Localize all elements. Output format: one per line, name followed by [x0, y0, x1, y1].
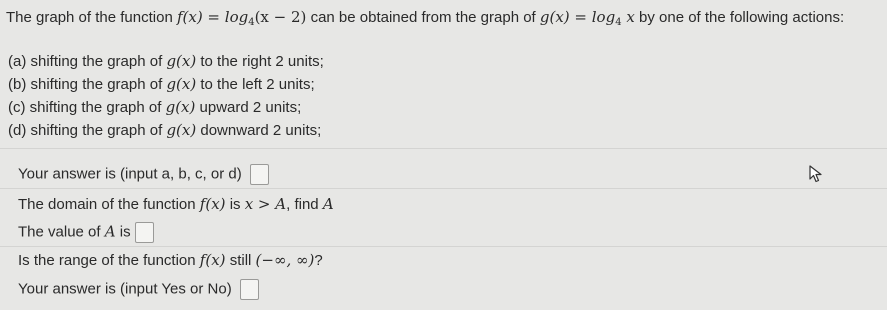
- answer-input-box[interactable]: [135, 222, 154, 243]
- option-text: (a) shifting the graph of: [8, 53, 163, 70]
- intro-suffix: by one of the following actions:: [639, 9, 845, 26]
- answer-row-2: [18, 222, 154, 243]
- option-text: (c) shifting the graph of: [8, 99, 162, 116]
- mouse-pointer-icon: [809, 165, 823, 183]
- answer-input[interactable]: [251, 165, 268, 184]
- answer-label: Your answer is (input a, b, c, or d): [18, 165, 242, 183]
- g-definition: [540, 8, 635, 26]
- divider: [0, 148, 887, 149]
- range-fn: f(x): [199, 251, 226, 269]
- domain-is: is: [229, 196, 241, 213]
- range-suffix: ?: [314, 252, 323, 269]
- option-c: [8, 98, 301, 117]
- option-rest: upward 2 units;: [199, 99, 302, 116]
- question-intro: [6, 8, 844, 32]
- domain-suffix: , find: [286, 196, 319, 213]
- domain-statement: [18, 195, 334, 214]
- option-fn: g(x): [166, 75, 197, 93]
- range-question: [18, 251, 323, 270]
- domain-var: A: [322, 195, 334, 213]
- domain-fn: f(x): [199, 195, 226, 213]
- divider: [0, 188, 887, 189]
- range-mid: still: [229, 252, 252, 269]
- answer-input[interactable]: [136, 223, 153, 242]
- value-label-suffix: is: [119, 223, 131, 241]
- range-prefix: Is the range of the function: [18, 252, 196, 269]
- intro-prefix: The graph of the function: [6, 9, 173, 26]
- g-def-text: g(x) = log: [539, 8, 616, 26]
- value-label-prefix: The value of: [18, 223, 101, 241]
- option-fn: g(x): [165, 98, 196, 116]
- option-rest: to the left 2 units;: [200, 76, 315, 93]
- f-def-text: f(x) = log: [176, 8, 249, 26]
- option-fn: g(x): [166, 121, 197, 139]
- option-d: [8, 121, 321, 140]
- option-text: (d) shifting the graph of: [8, 122, 163, 139]
- f-base: 4: [248, 17, 255, 28]
- intro-middle: can be obtained from the graph of: [310, 9, 536, 26]
- answer-label: Your answer is (input Yes or No): [18, 280, 232, 298]
- range-interval: (−∞, ∞): [255, 251, 315, 269]
- option-b: [8, 75, 315, 94]
- g-arg: x: [626, 8, 635, 26]
- g-base: 4: [615, 17, 622, 28]
- answer-row-1: [18, 164, 269, 185]
- domain-prefix: The domain of the function: [18, 196, 196, 213]
- f-arg: (x − 2): [254, 8, 307, 26]
- answer-input-box[interactable]: [240, 279, 259, 300]
- answer-input[interactable]: [241, 280, 258, 299]
- value-var: A: [104, 222, 116, 241]
- option-fn: g(x): [166, 52, 197, 70]
- option-a: [8, 52, 324, 71]
- answer-row-3: [18, 279, 259, 300]
- divider: [0, 246, 887, 247]
- option-rest: downward 2 units;: [200, 122, 322, 139]
- option-rest: to the right 2 units;: [200, 53, 324, 70]
- f-definition: [177, 8, 306, 26]
- domain-condition: x > A: [244, 195, 287, 213]
- option-text: (b) shifting the graph of: [8, 76, 163, 93]
- answer-input-box[interactable]: [250, 164, 269, 185]
